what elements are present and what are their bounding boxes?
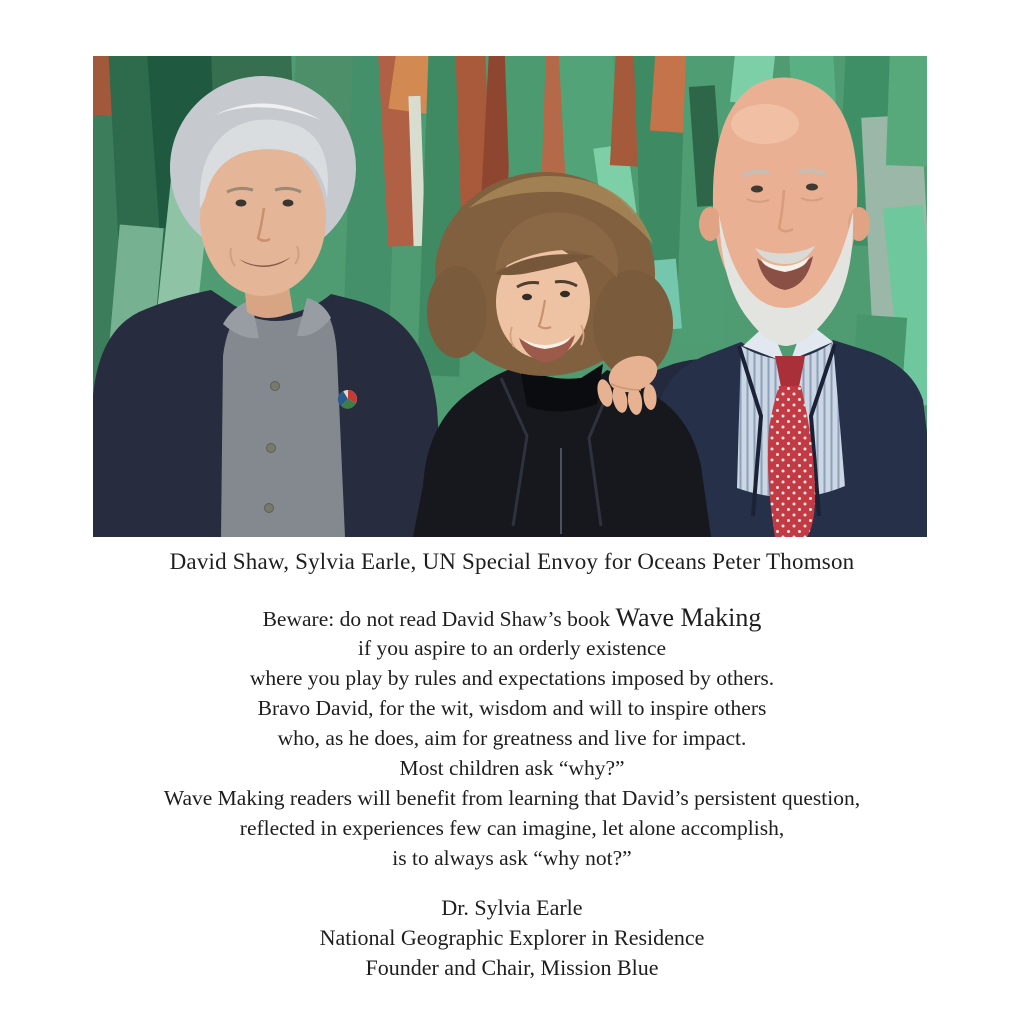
quote-line-2: if you aspire to an orderly existence <box>357 636 667 660</box>
shaw-shirt <box>221 306 345 537</box>
shaw-shirt-button <box>265 504 274 513</box>
earle-eye-right <box>560 291 570 297</box>
attribution-name: Dr. Sylvia Earle <box>441 895 583 920</box>
quote-line-1-text: Beware: do not read David Shaw’s book <box>262 607 616 631</box>
quote-line-6: Most children ask “why?” <box>399 756 625 780</box>
shaw-shirt-button <box>271 382 280 391</box>
earle-eye-left <box>522 294 532 300</box>
attribution-role: Founder and Chair, Mission Blue <box>365 955 659 980</box>
quote-line-7: Wave Making readers will benefit from learning that David’s persistent question, <box>163 786 861 810</box>
shaw-shirt-button <box>267 444 276 453</box>
attribution-block <box>0 893 1024 983</box>
quote-line-9: is to always ask “why not?” <box>392 846 632 870</box>
shaw-eye-left <box>236 200 247 207</box>
shaw-eye-right <box>283 200 294 207</box>
quote-line-8: reflected in experiences few can imagine, let alone accomplish, <box>239 816 785 840</box>
earle-hair-side-left <box>427 266 487 358</box>
thomson-eye-left <box>751 186 763 193</box>
quote-line-3: where you play by rules and expectations imposed by others. <box>249 666 775 690</box>
quote-line-1 <box>0 603 1024 633</box>
thomson-eye-right <box>806 184 818 191</box>
attribution-title: National Geographic Explorer in Residence <box>319 925 705 950</box>
thomson-ear-left <box>699 207 721 241</box>
quote-line-4: Bravo David, for the wit, wisdom and will to inspire others <box>257 696 767 720</box>
group-photo <box>93 56 927 537</box>
thomson-head-highlight <box>731 104 799 144</box>
book-title: Wave Making <box>615 603 762 632</box>
group-photo-illustration <box>93 56 927 537</box>
quote-line-5: who, as he does, aim for greatness and live for impact. <box>277 726 747 750</box>
endorsement-quote <box>0 603 1024 873</box>
photo-caption: David Shaw, Sylvia Earle, UN Special Envoy for Oceans Peter Thomson <box>169 549 855 574</box>
